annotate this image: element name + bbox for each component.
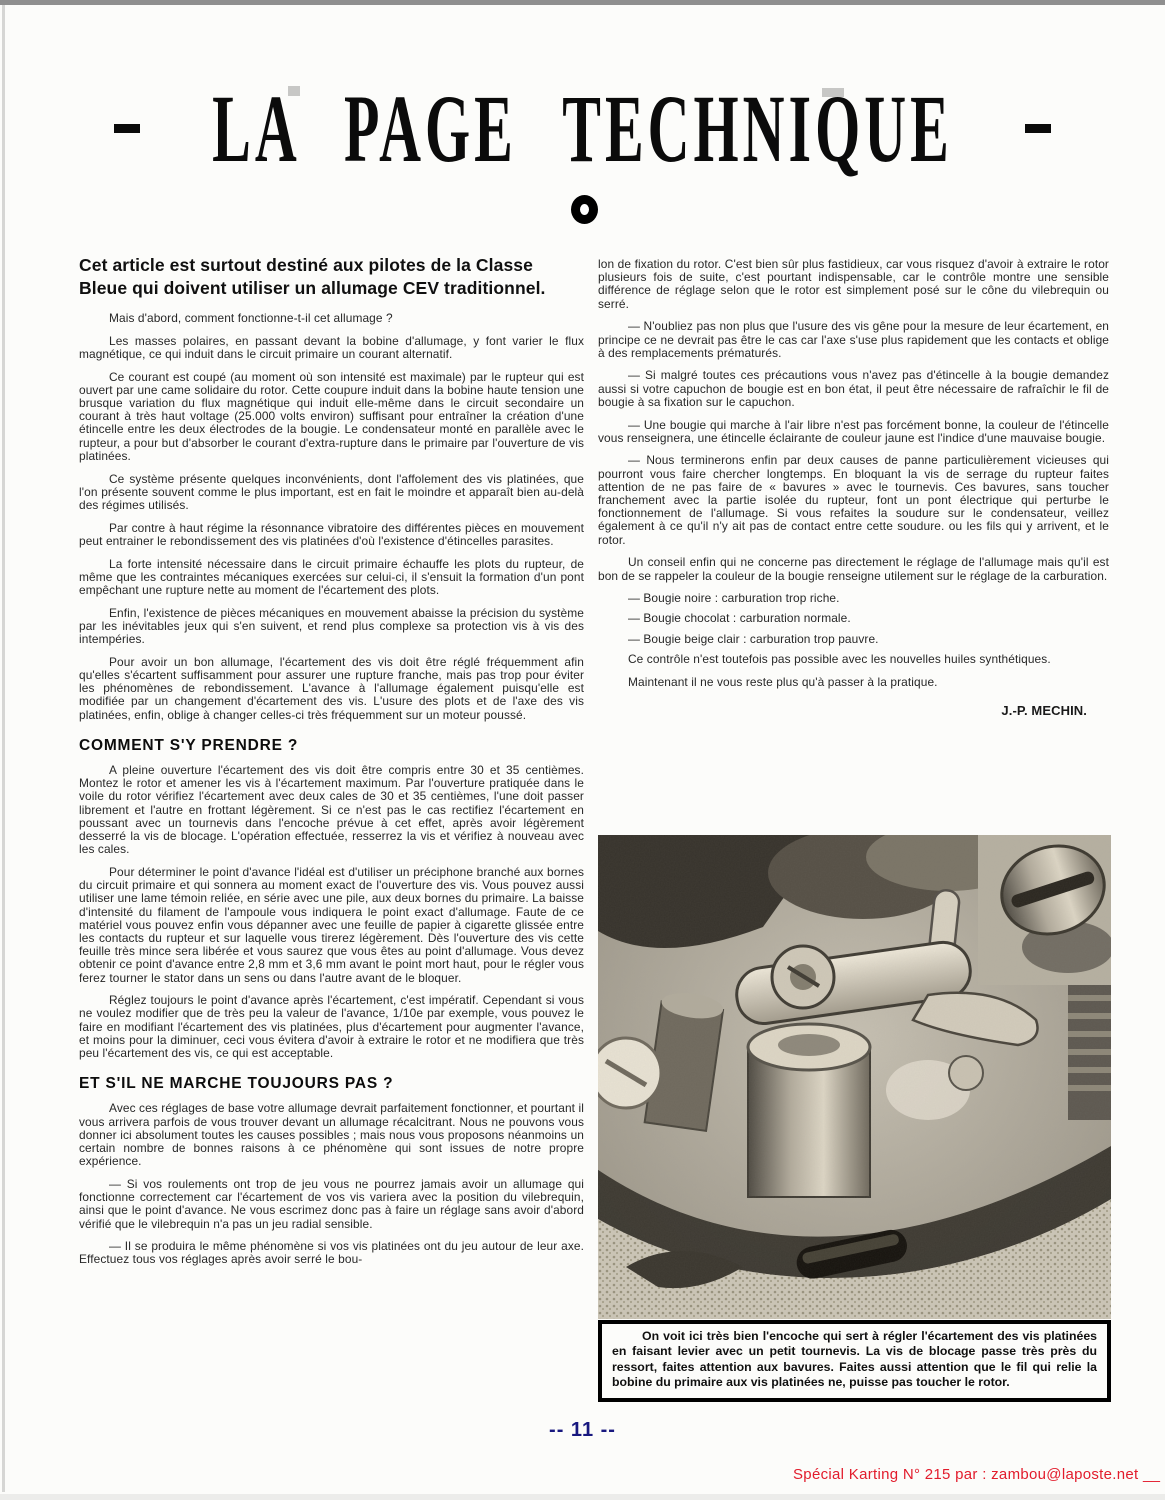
photo-caption-text: On voit ici très bien l'encoche qui sert à régler l'écartement des vis platinées en faisant levier avec un petit tournevis. La vis de blocage passe très près du ressort, faites attention aux bavures. Faites aussi attention que le fil qui relie la bobine du primaire aux vis platinées ne, puisse pas toucher le rotor. <box>612 1329 1097 1390</box>
article-intro: Cet article est surtout destiné aux pilotes de la Classe Bleue qui doivent utiliser un allumage CEV traditionnel. <box>79 255 546 298</box>
paragraph: — Il se produira le même phénomène si vos vis platinées ont du jeu autour de leur axe. Effectuez tous vos réglages après avoir serré le bou- <box>79 1239 584 1267</box>
paragraph: Par contre à haut régime la résonnance vibratoire des différentes pièces en mouvement peut entrainer le rebondissement des vis platinées d'où l'existence d'étincelles parasites. <box>79 520 584 548</box>
list-item: — Bougie beige clair : carburation trop pauvre. <box>628 631 879 646</box>
spark-plug-color-list <box>598 592 1109 646</box>
scan-edge-bottom <box>0 1494 1165 1500</box>
paragraph: Pour déterminer le point d'avance l'idéal est d'utiliser un préciphone branché aux bornes du circuit primaire et qui sonnera au moment exact de l'ouverture des vis. Vous pouvez aussi utiliser une lame témoin reliée, en série avec une pile, aux deux bornes du primaire. La baisse d'intensité du filament de l'ampoule vous indiquera le point exact d'allumage. Faute de ce matériel vous pouvez enfin vous dépanner avec une feuille de papier à cigarette glissée entre les contacts du rupteur et sur laquelle vous tirerez légèrement. Dès l'ouverture des vis cette feuille très mince sera libérée et vous saurez que vous êtes au point d'allumage. Vous devez obtenir ce point d'avance entre 2,8 mm et 3,6 mm avant le point mort haut, pour le régler vous ferez tourner le stator dans un sens ou dans l'autre avant de le bloquer. <box>79 864 584 985</box>
paragraph: Avec ces réglages de base votre allumage devrait parfaitement fonctionner, et pourtant il vous arrivera parfois de vous trouver devant un allumage récalcitrant. Nous ne pouvons vous donner ici absolument toutes les causes possibles ; mais nous vous proposons néanmoins un certain nombre de bonnes raisons à ce phénomène qui sont issues de notre propre expérience. <box>79 1101 584 1169</box>
paragraph: Ce contrôle n'est toutefois pas possible avec les nouvelles huiles synthétiques. <box>628 651 1051 666</box>
paragraph: Pour avoir un bon allumage, l'écartement des vis doit être réglé fréquemment afin qu'elles s'écartent suffisamment pour assurer une rupture franche, mais pas trop pour éviter les phénomènes de rebondissement. L'avance à l'allumage également puisqu'elle est modifiée par un changement d'écartement des vis. L'usure des plots et de l'axe des vis platinées, enfin, oblige à changer celles-ci très fréquemment sur un moteur poussé. <box>79 654 584 722</box>
paragraph: — Nous terminerons enfin par deux causes de panne particulièrement vicieuses qui pourront vous faire chercher longtemps. En bloquant la vis de serrage du rupteur faites attention de ne pas faire de « bavures » avec le tournevis. Ces bavures, sans toucher franchement avec la partie isolée du rupteur, font un pont électrique qui perturbe le fonctionnement de l'allumage. Si vous refaites la soudure sur le condensateur, veillez également à ce qu'il n'y ait pas de contact entre cette soudure. ou les fils qui y arrivent, et le rotor. <box>598 453 1109 547</box>
section-heading-comment-sy-prendre: COMMENT S'Y PRENDRE ? <box>79 736 299 754</box>
paragraph: Ce système présente quelques inconvénients, dont l'affolement des vis platinées, que l'on présente souvent comme le plus important, est en fait le moindre et apparaît bien au-delà des régimes utilisés. <box>79 471 584 512</box>
paragraph: A pleine ouverture l'écartement des vis doit être compris entre 30 et 35 centièmes. Montez le rotor et amener les vis à l'écartement maximum. Par l'ouverture pratiquée dans le voile du rotor vérifiez l'écartement avec deux cales de 30 et 35 centièmes, l'une doit passer librement et l'autre en frottant légèrement. Si ce n'est pas le cas rectifiez l'écartement en poussant avec un tournevis dans l'encoche prévue à cet effet, après avoir légèrement desserré la vis de blocage. L'opération effectuée, resserrez la vis et vérifiez à nouveau avec les cales. <box>79 762 584 857</box>
photo-caption-box <box>598 1320 1111 1402</box>
page-title: LA PAGE TECHNIQUE <box>212 74 953 182</box>
author-signature: J.-P. MECHIN. <box>1001 702 1087 718</box>
paragraph: — N'oubliez pas non plus que l'usure des vis gêne pour la mesure de leur écartement, en principe ce ne devrait pas être le cas car l'axe s'use plus rapidement que les contacts et oblige à des remplacements prématurés. <box>598 319 1109 360</box>
scan-edge-top <box>0 0 1165 5</box>
list-item: — Bougie noire : carburation trop riche. <box>628 591 840 606</box>
paragraph: La forte intensité nécessaire dans le circuit primaire échauffe les plots du rupteur, de même que les contraintes mécaniques exercées sur celui-ci, il s'ensuit la formation d'un pont empêchant une rupture nette au moment de l'écartement des plots. <box>79 556 584 597</box>
paragraph: Enfin, l'existence de pièces mécaniques en mouvement abaisse la précision du système par les inévitables jeux qui s'en suivent, et rend plus complexe sa protection vis à vis des intempéries. <box>79 605 584 647</box>
page-number: -- 11 -- <box>549 1419 616 1441</box>
paragraph: Mais d'abord, comment fonctionne-t-il cet allumage ? <box>109 311 393 325</box>
title-dash-left <box>114 124 140 133</box>
title-dash-right <box>1025 124 1051 133</box>
paragraph: — Si malgré toutes ces précautions vous n'avez pas d'étincelle à la bougie demandez aussi si votre capuchon de bougie est en bon état, il peut être nécessaire de rafraîchir le fil de bougie à sa fixation sur le capuchon. <box>598 368 1109 409</box>
paragraph: — Une bougie qui marche à l'air libre n'est pas forcément bonne, la couleur de l'étincelle vous renseignera, une étincelle éclairante de couleur jaune est l'indice d'une mauvaise bougie. <box>598 417 1109 445</box>
paragraph: Réglez toujours le point d'avance après l'écartement, c'est impératif. Cependant si vous ne voulez modifier que de très peu la valeur de l'avance, 1/10e par exemple, vous pouvez le faire en modifiant l'écartement des vis platinées, plus d'écartement pour augmenter l'avance, et moins pour la diminuer, ceci vous évitera d'avoir à extraire le rotor et ne modifiera que très peu l'écartement des vis, ce qui est acceptable. <box>79 993 584 1061</box>
paragraph: Un conseil enfin qui ne concerne pas directement le réglage de l'allumage mais qu'il est bon de se rappeler la couleur de la bougie renseigne utilement sur le réglage de la carburation. <box>598 555 1109 583</box>
paragraph: Les masses polaires, en passant devant la bobine d'allumage, y font varier le flux magnétique, ce qui induit dans le circuit primaire un courant alternatif. <box>79 333 584 361</box>
right-column <box>598 258 1109 717</box>
footer-credit: Spécial Karting N° 215 par : zambou@laposte.net __ <box>793 1466 1161 1483</box>
masthead <box>0 76 1165 180</box>
paragraph: Ce courant est coupé (au moment où son intensité est maximale) par le rupteur qui est ouvert par une came solidaire du rotor. Cette coupure induit dans la bobine haute tension une brusque variation du flux magnétique qui induit elle-même dans le circuit secondaire un courant à très haut voltage (25.000 volts environ) suffisant pour entraîner la création d'une étincelle entre les deux électrodes de la bougie. Le condensateur monté en parallèle avec le rupteur, a pour but d'absorber le courant d'extra-rupture dans le primaire par l'ouverture de vis platinées. <box>79 369 584 463</box>
section-heading-sil-ne-marche-pas: ET S'IL NE MARCHE TOUJOURS PAS ? <box>79 1075 394 1093</box>
divider-dot-icon <box>571 195 598 224</box>
list-item: — Bougie chocolat : carburation normale. <box>628 611 851 626</box>
paragraph: lon de fixation du rotor. C'est bien sûr plus fastidieux, car vous risquez d'avoir à extraire le rotor plusieurs fois de suite, c'est pourtant indispensable, car le contrôle montre une sensible différence de réglage selon que le rotor est simplement posé sur le cône du vilebrequin ou serré. <box>598 257 1109 311</box>
left-column <box>79 312 584 1276</box>
paragraph: — Si vos roulements ont trop de jeu vous ne pourrez jamais avoir un allumage qui fonctionne correctement car l'écartement de vos vis variera avec la position du vilebrequin, ainsi que le point d'avance. Ne vous escrimez donc pas à faire un réglage sans avoir d'abord vérifié que le vilebrequin n'a pas un jeu radial sensible. <box>79 1176 584 1231</box>
paragraph: Maintenant il ne vous reste plus qu'à passer à la pratique. <box>628 674 938 689</box>
ignition-points-photo <box>598 835 1111 1319</box>
scan-edge-left <box>2 5 5 1492</box>
